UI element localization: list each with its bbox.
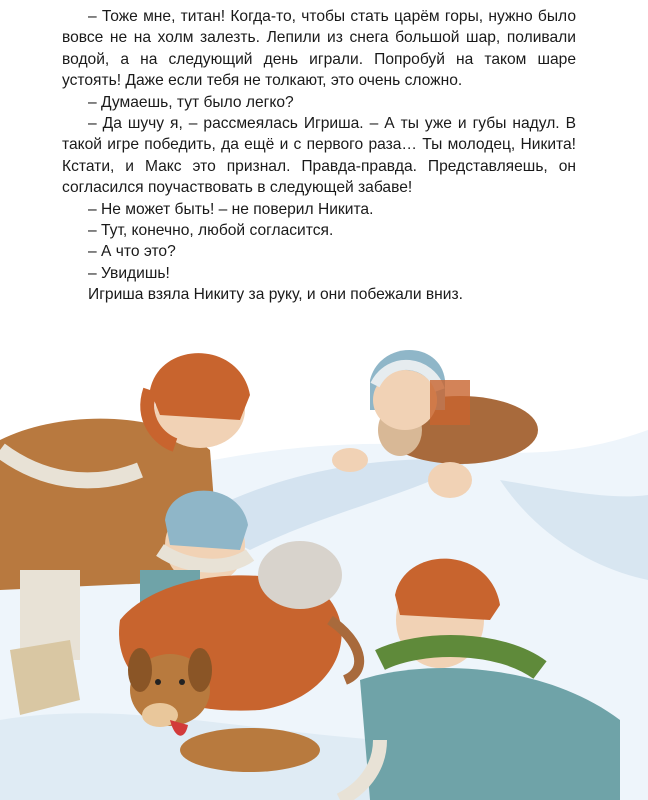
paragraph: Игриша взяла Никиту за руку, и они побежали вниз. xyxy=(88,286,463,304)
paragraph: – Не может быть! – не поверил Никита. xyxy=(88,200,374,218)
paragraph: – Тут, конечно, любой согласится. xyxy=(88,222,334,240)
paragraph: – А что это? xyxy=(88,243,176,261)
paragraph: – Да шучу я, – рассмеялась Игриша. – А ты уже и губы надул. В такой игре победить, да ещё и с первого раза… Ты молодец, Никита! Кстати, и Макс это признал. Правда-правда. Представляешь, он согласился поучаствовать в следующей забаве! xyxy=(62,115,576,197)
paragraph: – Думаешь, тут было легко? xyxy=(88,93,294,111)
winter-illustration xyxy=(0,320,648,800)
paragraph: – Увидишь! xyxy=(88,264,170,282)
story-text xyxy=(62,6,576,306)
paragraph: – Тоже мне, титан! Когда-то, чтобы стать царём горы, нужно было вовсе не на холм залезть. Лепили из снега большой шар, поливали водой, а на следующий день играли. Попробуй на таком шаре устоять! Даже если тебя не толкают, это очень сложно. xyxy=(62,8,576,90)
